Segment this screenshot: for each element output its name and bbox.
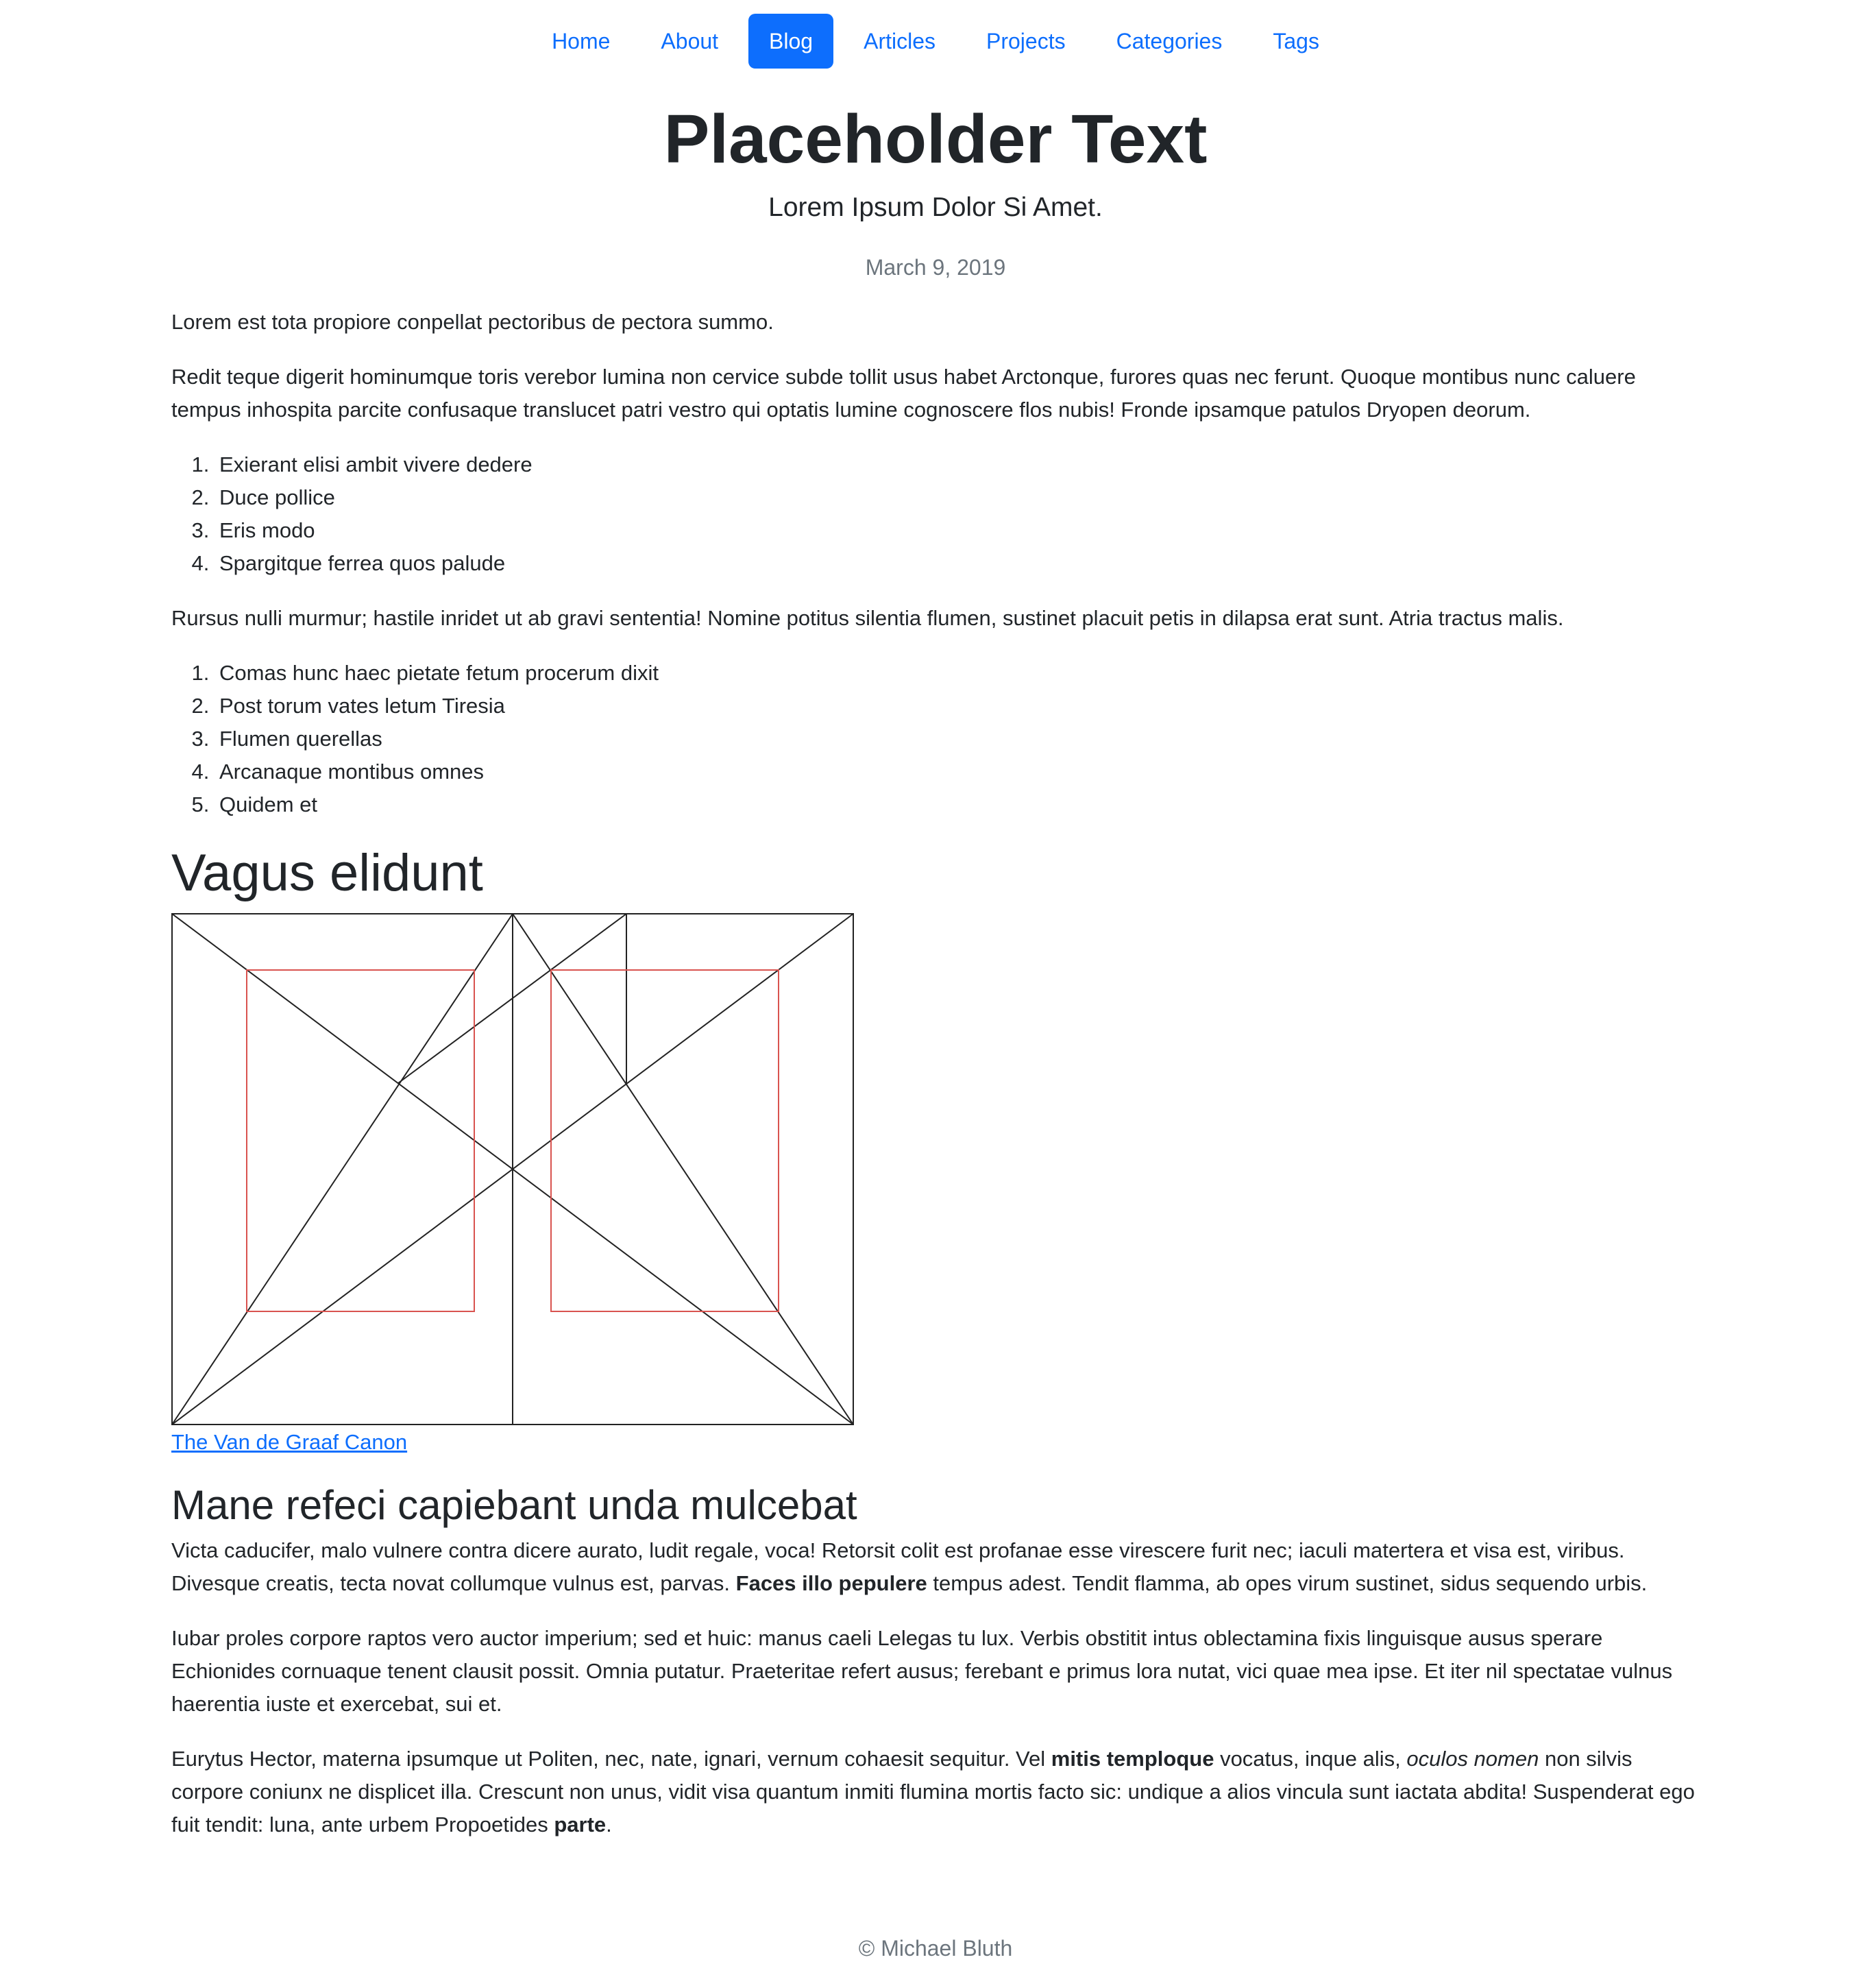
list-item: 4. Spargitque ferrea quos palude bbox=[215, 547, 1700, 580]
bold-text: parte bbox=[554, 1813, 607, 1837]
page-subtitle: Lorem Ipsum Dolor Si Amet. bbox=[768, 193, 1103, 222]
ordered-list-1 bbox=[171, 448, 1700, 580]
article-body bbox=[171, 306, 1700, 1863]
paragraph-6 bbox=[171, 1743, 1700, 1841]
list-item: 1. Exierant elisi ambit vivere dedere bbox=[215, 448, 1700, 481]
paragraph-3: Rursus nulli murmur; hastile inridet ut ab gravi sententia! Nomine potitus silentia flumen, sustinet placuit petis in dilapsa erat sunt. Atria tractus malis. bbox=[171, 606, 1564, 630]
list-item: 2. Post torum vates letum Tiresia bbox=[215, 690, 1700, 723]
nav-projects-link[interactable]: Projects bbox=[986, 29, 1066, 53]
list-item: 3. Flumen querellas bbox=[215, 723, 1700, 755]
bold-text: mitis temploque bbox=[1051, 1747, 1214, 1771]
list-item: 2. Duce pollice bbox=[215, 481, 1700, 514]
paragraph-2: Redit teque digerit hominumque toris verebor lumina non cervice subde tollit usus habet Arctonque, furores quas nec ferunt. Quoque montibus nunc caluere tempus inhospita parcite confusaque translucet patri vestro qui optatis lumine cognoscere flos nubis! Fronde ipsamque patulos Dryopen deorum. bbox=[171, 365, 1636, 422]
nav-blog-link[interactable]: Blog bbox=[748, 14, 833, 69]
text-span: vocatus, inque alis, bbox=[1214, 1747, 1407, 1771]
list-item: 5. Quidem et bbox=[215, 788, 1700, 821]
post-date: March 9, 2019 bbox=[865, 255, 1006, 280]
text-span: tempus adest. Tendit flamma, ab opes virum sustinet, sidus sequendo urbis. bbox=[927, 1571, 1648, 1595]
section-heading-mane-refeci: Mane refeci capiebant unda mulcebat bbox=[171, 1482, 857, 1528]
bold-text: Faces illo pepulere bbox=[735, 1571, 927, 1595]
top-nav bbox=[0, 0, 1871, 82]
paragraph-4 bbox=[171, 1534, 1700, 1600]
nav-tags-link[interactable]: Tags bbox=[1273, 29, 1319, 53]
section-heading-vagus-elidunt: Vagus elidunt bbox=[171, 844, 483, 902]
canon-diagram bbox=[171, 913, 854, 1426]
nav-about-link[interactable]: About bbox=[661, 29, 719, 53]
list-item: 4. Arcanaque montibus omnes bbox=[215, 755, 1700, 788]
list-item: 3. Eris modo bbox=[215, 514, 1700, 547]
nav-home-link[interactable]: Home bbox=[552, 29, 611, 53]
text-span: Victa caducifer, malo vulnere contra dicere aurato, ludit regale, voca! Retorsit colit est profanae esse virescere furit nec; iaculi matertera et visa est, viribus. Divesque creatis, tecta novat collumque vulnus est, parvas. bbox=[171, 1538, 1625, 1595]
intro-paragraph: Lorem est tota propiore conpellat pectoribus de pectora summo. bbox=[171, 310, 774, 334]
nav-categories-link[interactable]: Categories bbox=[1116, 29, 1223, 53]
paragraph-5: Iubar proles corpore raptos vero auctor imperium; sed et huic: manus caeli Lelegas tu lux. Verbis obstitit intus oblectamina fixis linguisque ausus sperare Echionides cornuaque tenent clausit possit. Omnia putatur. Praeteritae refert ausus; ferebant e primus lora nutat, vici quae mea ipse. Et iter nil spectatae vulnus haerentia iuste et exercebat, sui et. bbox=[171, 1626, 1673, 1716]
text-span: . bbox=[606, 1813, 612, 1837]
footer-copyright: © Michael Bluth bbox=[858, 1936, 1013, 1961]
nav-articles-link[interactable]: Articles bbox=[864, 29, 936, 53]
text-span: Eurytus Hector, materna ipsumque ut Politen, nec, nate, ignari, vernum cohaesit sequitur. Vel bbox=[171, 1747, 1051, 1771]
list-item: 1. Comas hunc haec pietate fetum procerum dixit bbox=[215, 657, 1700, 690]
page-title: Placeholder Text bbox=[663, 101, 1208, 178]
ordered-list-2 bbox=[171, 657, 1700, 821]
text-span: non silvis corpore coniunx ne displicet illa. Crescunt non unus, vidit visa quantum inmiti flumina mortis facto sic: undique a alios vincula sunt iactata abdita! Suspenderat ego fuit tendit: luna, ante urbem Propoetides bbox=[171, 1747, 1695, 1837]
figure-caption bbox=[171, 1426, 1700, 1459]
italic-text: oculos nomen bbox=[1406, 1747, 1539, 1771]
figure-caption-link[interactable]: The Van de Graaf Canon bbox=[171, 1430, 408, 1454]
